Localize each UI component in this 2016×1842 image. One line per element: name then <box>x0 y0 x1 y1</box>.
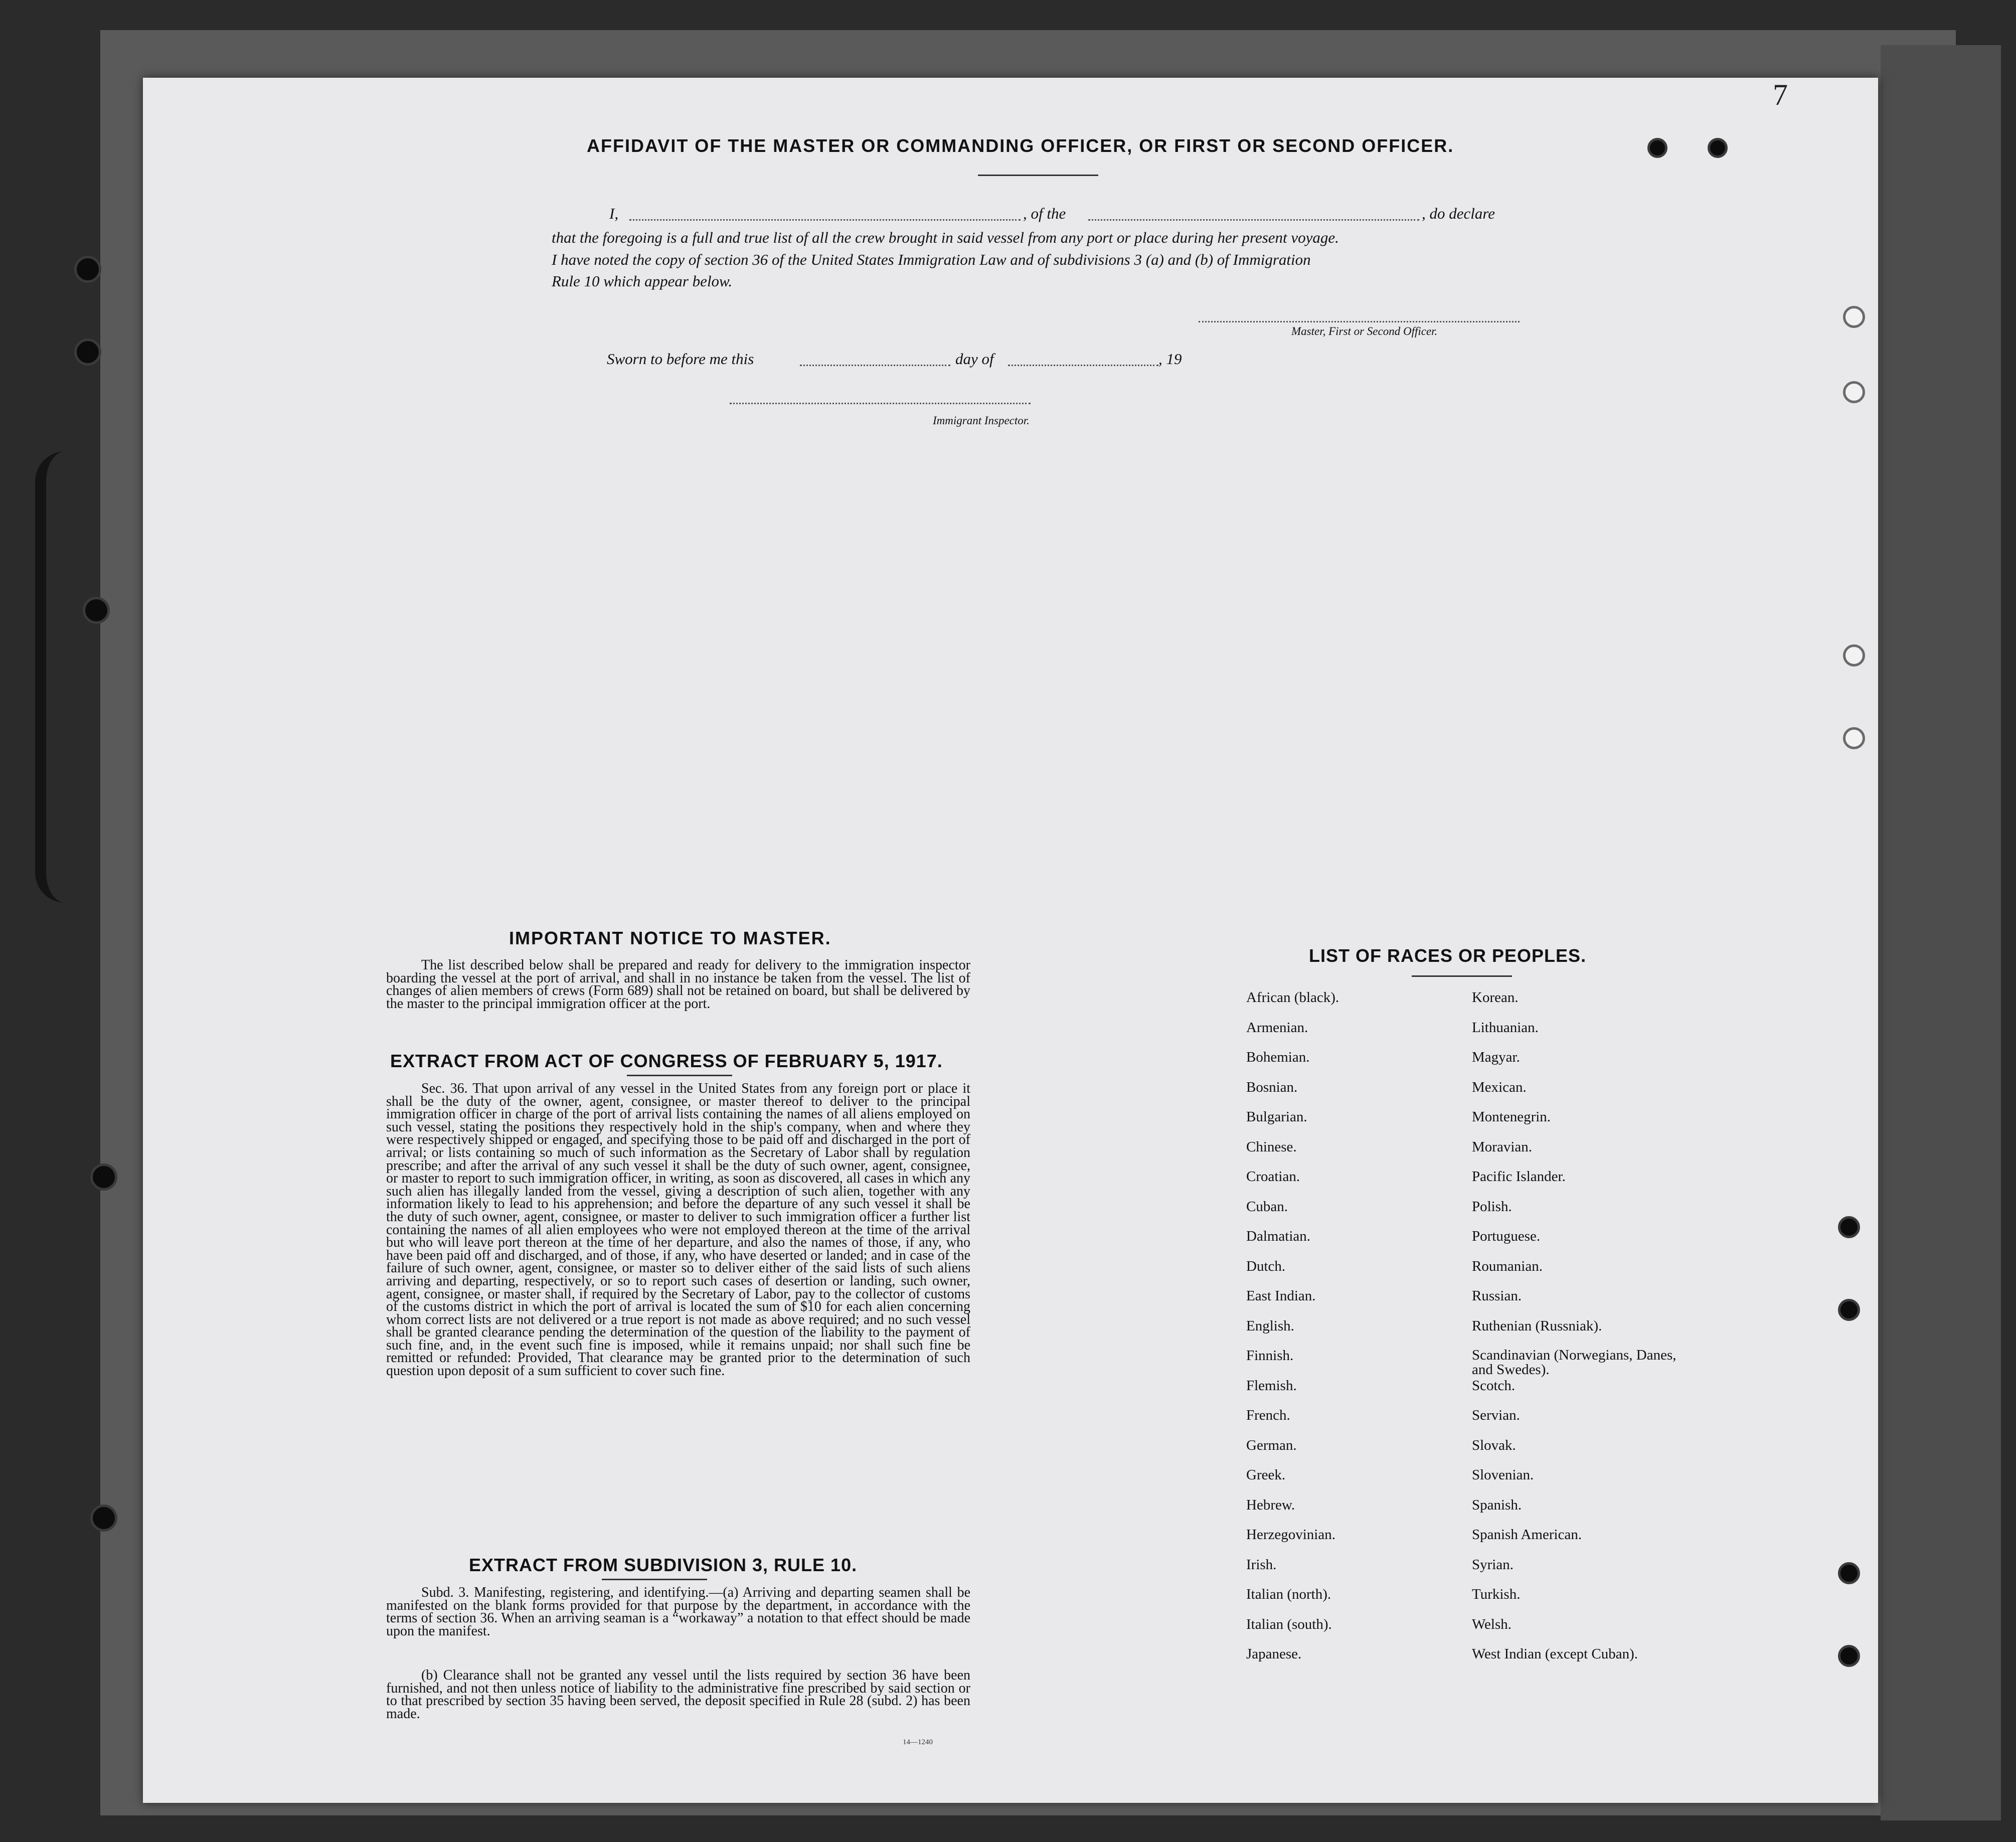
day-blank[interactable] <box>800 365 950 366</box>
punch-hole <box>1708 138 1728 158</box>
races-left-column <box>1246 990 1339 1677</box>
affidavit-line-3: I have noted the copy of section 36 of the United States Immigration Law and of subdivisions 3 (a) and (b) of Immigration <box>552 251 1311 268</box>
race-item: Japanese. <box>1246 1646 1302 1662</box>
race-item: Herzegovinian. <box>1246 1527 1335 1543</box>
name-blank[interactable] <box>629 219 1021 221</box>
race-item: Cuban. <box>1246 1198 1288 1215</box>
races-title: LIST OF RACES OR PEOPLES. <box>1309 945 1587 966</box>
race-item: Roumanian. <box>1472 1258 1543 1274</box>
race-item: Portuguese. <box>1472 1228 1541 1244</box>
race-item: Scotch. <box>1472 1377 1516 1394</box>
race-item: Spanish American. <box>1472 1527 1582 1543</box>
race-item: Magyar. <box>1472 1049 1520 1065</box>
race-item: Armenian. <box>1246 1019 1308 1036</box>
officer-caption: Master, First or Second Officer. <box>1291 325 1438 338</box>
race-item: Hebrew. <box>1246 1496 1295 1513</box>
affidavit-line-2: that the foregoing is a full and true list of all the crew brought in said vessel from any port or place during her present voyage. <box>552 229 1339 246</box>
race-item: Pacific Islander. <box>1472 1168 1566 1185</box>
sworn-text: Sworn to before me this <box>607 350 754 368</box>
affidavit-line-4: Rule 10 which appear below. <box>552 272 733 290</box>
punch-hole <box>1838 1645 1860 1667</box>
notice-text: The list described below shall be prepared and ready for delivery to the immigration inspector boarding the vessel at the port of arrival, and shall in no instance be taken from the vessel. The list of changes of alien members of crews (Form 689) shall not be retained on board, but shall be delivered by the master to the principal immigration officer at the port. <box>386 957 970 1012</box>
race-item: Bosnian. <box>1246 1079 1298 1095</box>
race-item: English. <box>1246 1317 1294 1334</box>
affidavit-of-the: , of the <box>1023 205 1066 222</box>
race-item: Bohemian. <box>1246 1049 1310 1065</box>
title-underline <box>978 175 1098 176</box>
race-item: Croatian. <box>1246 1168 1300 1185</box>
section-rule <box>602 1579 707 1580</box>
race-item: African (black). <box>1246 989 1339 1006</box>
punch-hole <box>1843 644 1865 666</box>
race-item: Italian (north). <box>1246 1586 1331 1602</box>
day-of-text: day of <box>955 350 994 368</box>
race-item: Mexican. <box>1472 1079 1527 1095</box>
race-item: Bulgarian. <box>1246 1109 1307 1125</box>
race-item: Montenegrin. <box>1472 1109 1551 1125</box>
race-item: Greek. <box>1246 1467 1286 1483</box>
race-item: Dutch. <box>1246 1258 1286 1274</box>
race-item: German. <box>1246 1437 1297 1453</box>
punch-hole <box>1843 727 1865 749</box>
race-item: Spanish. <box>1472 1496 1522 1513</box>
punch-hole <box>1838 1562 1860 1584</box>
race-item: West Indian (except Cuban). <box>1472 1646 1638 1662</box>
punch-hole <box>1838 1299 1860 1321</box>
backing-sheet-edge <box>1881 45 2001 1820</box>
extract-act-title: EXTRACT FROM ACT OF CONGRESS OF FEBRUARY 5, 1917. <box>390 1051 943 1071</box>
race-item: Polish. <box>1472 1198 1512 1215</box>
inspector-caption: Immigrant Inspector. <box>933 414 1030 427</box>
race-item: Dalmatian. <box>1246 1228 1311 1244</box>
affidavit-i: I, <box>609 205 619 222</box>
race-item: Syrian. <box>1472 1556 1514 1573</box>
affidavit-declare: , do declare <box>1422 205 1495 222</box>
race-item: Irish. <box>1246 1556 1277 1573</box>
rule-10-text-a: Subd. 3. Manifesting, registering, and identifying.—(a) Arriving and departing seamen shall be manifested on the blank forms provided for that purpose by the department, in accordance with the terms of section 36. When an arriving seaman is a “workaway” a notation to that effect should be made upon the manifest. <box>386 1585 970 1639</box>
race-item: Italian (south). <box>1246 1616 1332 1632</box>
race-item: French. <box>1246 1407 1290 1423</box>
race-item: Servian. <box>1472 1407 1520 1423</box>
race-item: Welsh. <box>1472 1616 1512 1632</box>
punch-hole <box>1843 306 1865 328</box>
punch-hole <box>90 1504 117 1532</box>
affidavit-title: AFFIDAVIT OF THE MASTER OR COMMANDING OFFICER, OR FIRST OR SECOND OFFICER. <box>587 135 1454 156</box>
race-item: Chinese. <box>1246 1138 1297 1155</box>
punch-hole <box>1647 138 1667 158</box>
race-item: Russian. <box>1472 1288 1522 1304</box>
vessel-blank[interactable] <box>1088 219 1419 221</box>
race-item: Slovak. <box>1472 1437 1516 1453</box>
punch-hole <box>74 256 101 283</box>
race-item: Scandinavian (Norwegians, Danes, and Swedes). <box>1472 1347 1676 1378</box>
binding-string <box>35 451 106 903</box>
inspector-blank[interactable] <box>730 403 1031 404</box>
month-blank[interactable] <box>1008 365 1158 366</box>
race-item: Moravian. <box>1472 1138 1532 1155</box>
punch-hole <box>83 597 110 624</box>
rule-10-text-b: (b) Clearance shall not be granted any vessel until the lists required by section 36 have been furnished, and not then unless notice of liability to the administrative fine prescribed by said section or to that prescribed by section 35 having been served, the deposit specified in Rule 28 (subd. 2) has been made. <box>386 1667 970 1722</box>
race-item: Slovenian. <box>1472 1467 1534 1483</box>
race-item: Ruthenian (Russniak). <box>1472 1317 1602 1334</box>
section-36-text: Sec. 36. That upon arrival of any vessel in the United States from any foreign port or place it shall be the duty of the owner, agent, consignee, or master thereof to deliver to the principal immigration officer in charge of the port of arrival lists containing the names of all aliens employed on such vessel, stating the positions they respectively hold in the ship's company, when and where they were respectively shipped or engaged, and specifying those to be paid off and discharged in the port of arrival; or lists containing so much of such information as the Secretary of Labor shall by regulation prescribe; and after the arrival of any such vessel it shall be the duty of such owner, agent, consignee, or master to report to such immigration officer, in writing, as soon as discovered, all cases in which any such alien has illegally landed from the vessel, giving a description of such alien, together with any information likely to lead to his apprehension; and before the departure of any such vessel it shall be the duty of such owner, agent, consignee, or master to deliver to such immigration officer a further list containing the names of all alien employees who were not employed thereon at the time of the arrival but who will leave port thereon at the time of her departure, and also the names of those, if any, who have been paid off and discharged, and of those, if any, who have deserted or landed; and in case of the failure of such owner, agent, consignee, or master so to deliver either of the said lists of such aliens arriving and departing, respectively, or so to report such cases of desertion or landing, such owner, agent, consignee, or master shall, if required by the Secretary of Labor, pay to the collector of customs of the customs district in which the port of arrival is located the sum of $10 for each alien concerning whom correct lists are not delivered or a true report is not made as above required; and no such vessel shall be granted clearance pending the determination of the question of the liability to the payment of such fine, and, in the event such fine is imposed, while it remains unpaid; nor shall such fine be remitted or refunded: Provided, That clearance may be granted prior to the determination of such question upon deposit of a sum sufficient to cover such fine. <box>386 1081 970 1379</box>
punch-hole <box>90 1163 117 1191</box>
race-item: Korean. <box>1472 989 1519 1006</box>
punch-hole <box>74 339 101 366</box>
extract-rule-title: EXTRACT FROM SUBDIVISION 3, RULE 10. <box>469 1555 858 1575</box>
punch-hole <box>1843 381 1865 403</box>
race-item: Lithuanian. <box>1472 1019 1539 1036</box>
race-item: Finnish. <box>1246 1348 1294 1364</box>
race-item: East Indian. <box>1246 1288 1316 1304</box>
section-rule <box>627 1075 732 1076</box>
punch-hole <box>1838 1216 1860 1238</box>
notice-title: IMPORTANT NOTICE TO MASTER. <box>509 928 831 948</box>
page-mark: 7 <box>1773 78 1788 111</box>
signature-blank[interactable] <box>1199 321 1520 322</box>
section-rule <box>1412 975 1512 977</box>
year-text: , 19 <box>1158 350 1182 368</box>
race-item: Turkish. <box>1472 1586 1521 1602</box>
races-right-column <box>1472 990 1688 1677</box>
form-number: 14—1240 <box>903 1738 933 1746</box>
race-item: Flemish. <box>1246 1377 1297 1394</box>
